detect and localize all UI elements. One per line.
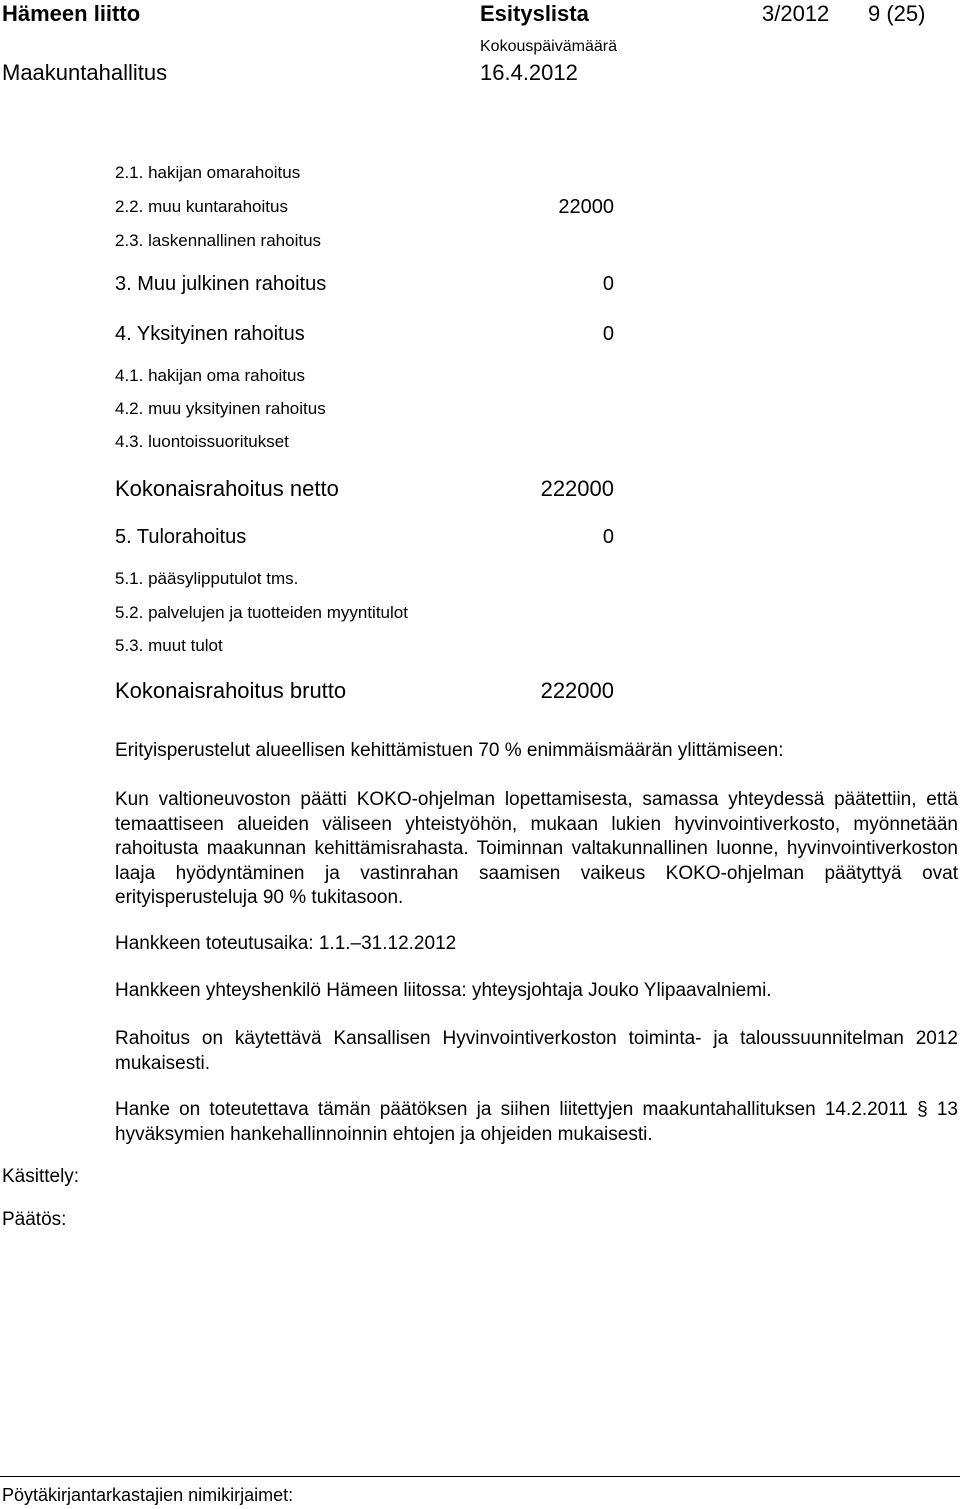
handling-label: Käsittely: xyxy=(2,1166,80,1187)
funding-row-4-1: 4.1. hakijan oma rahoitus xyxy=(115,366,305,385)
funding-gross-value: 222000 xyxy=(540,678,614,703)
funding-row-3: 3. Muu julkinen rahoitus xyxy=(115,273,327,295)
funding-row-4: 4. Yksityinen rahoitus xyxy=(115,323,305,345)
funding-gross-label: Kokonaisrahoitus brutto xyxy=(115,678,347,703)
implementation-period: Hankkeen toteutusaika: 1.1.–31.12.2012 xyxy=(115,933,457,954)
funding-row-2-3: 2.3. laskennallinen rahoitus xyxy=(115,231,322,250)
decision-label: Päätös: xyxy=(2,1209,67,1230)
footer-divider xyxy=(0,1476,960,1477)
funding-row-2-2: 2.2. muu kuntarahoitus xyxy=(115,197,288,216)
funding-row-4-2: 4.2. muu yksityinen rahoitus xyxy=(115,399,326,418)
conditions-paragraph: Hanke on toteutettava tämän päätöksen ja siihen liitettyjen maakuntahallituksen 14.2.2011 § 13 hyväksymien hankehallinnoinnin ehtojen ja ohjeiden mukaisesti. xyxy=(115,1099,958,1145)
header-body: Maakuntahallitus xyxy=(2,60,168,85)
funding-row-5-2: 5.2. palvelujen ja tuotteiden myyntitulot xyxy=(115,603,408,622)
funding-net-label: Kokonaisrahoitus netto xyxy=(115,476,339,501)
funding-row-2-1: 2.1. hakijan omarahoitus xyxy=(115,163,301,182)
funding-row-4-value: 0 xyxy=(602,323,614,345)
header-page-number: 9 (25) xyxy=(868,1,926,26)
footer-signatures-label: Pöytäkirjantarkastajien nimikirjaimet: xyxy=(2,1485,294,1505)
funding-row-5-3: 5.3. muut tulot xyxy=(115,636,223,655)
special-grounds-paragraph: Kun valtioneuvoston päätti KOKO-ohjelman lopettamisesta, samassa yhteydessä päätettiin, että temaattiseen alueiden väliseen yhteistyöhön, mukaan lukien hyvinvointiverkosto, myönnetään rahoitusta maakunnan kehittämisrahasta. Toiminnan valtakunnallinen luonne, hyvinvointiverkoston laaja hyödyntäminen ja vastinrahan saamisen vaikeus KOKO-ohjelman päätyttyä ovat erityisperusteluja 90 % tukitasoon. xyxy=(115,789,958,908)
header-doc-number: 3/2012 xyxy=(762,1,830,26)
header-date-label: Kokouspäivämäärä xyxy=(480,38,617,55)
funding-row-3-value: 0 xyxy=(602,273,614,295)
funding-row-5-1: 5.1. pääsylipputulot tms. xyxy=(115,569,299,588)
special-grounds-heading: Erityisperustelut alueellisen kehittämistuen 70 % enimmäismäärän ylittämiseen: xyxy=(115,740,784,761)
header-date: 16.4.2012 xyxy=(480,60,578,85)
funding-row-5: 5. Tulorahoitus xyxy=(115,526,247,548)
contact-person: Hankkeen yhteyshenkilö Hämeen liitossa: yhteysjohtaja Jouko Ylipaavalniemi. xyxy=(115,980,772,1001)
header-org: Hämeen liitto xyxy=(2,1,141,26)
funding-row-2-2-value: 22000 xyxy=(558,196,614,218)
header-doc-type: Esityslista xyxy=(480,1,589,26)
funding-row-5-value: 0 xyxy=(602,526,614,548)
funding-row-4-3: 4.3. luontoissuoritukset xyxy=(115,432,289,451)
funding-usage-paragraph: Rahoitus on käytettävä Kansallisen Hyvinvointiverkoston toiminta- ja taloussuunnitelman 2012 mukaisesti. xyxy=(115,1028,958,1074)
funding-net-value: 222000 xyxy=(540,476,614,501)
